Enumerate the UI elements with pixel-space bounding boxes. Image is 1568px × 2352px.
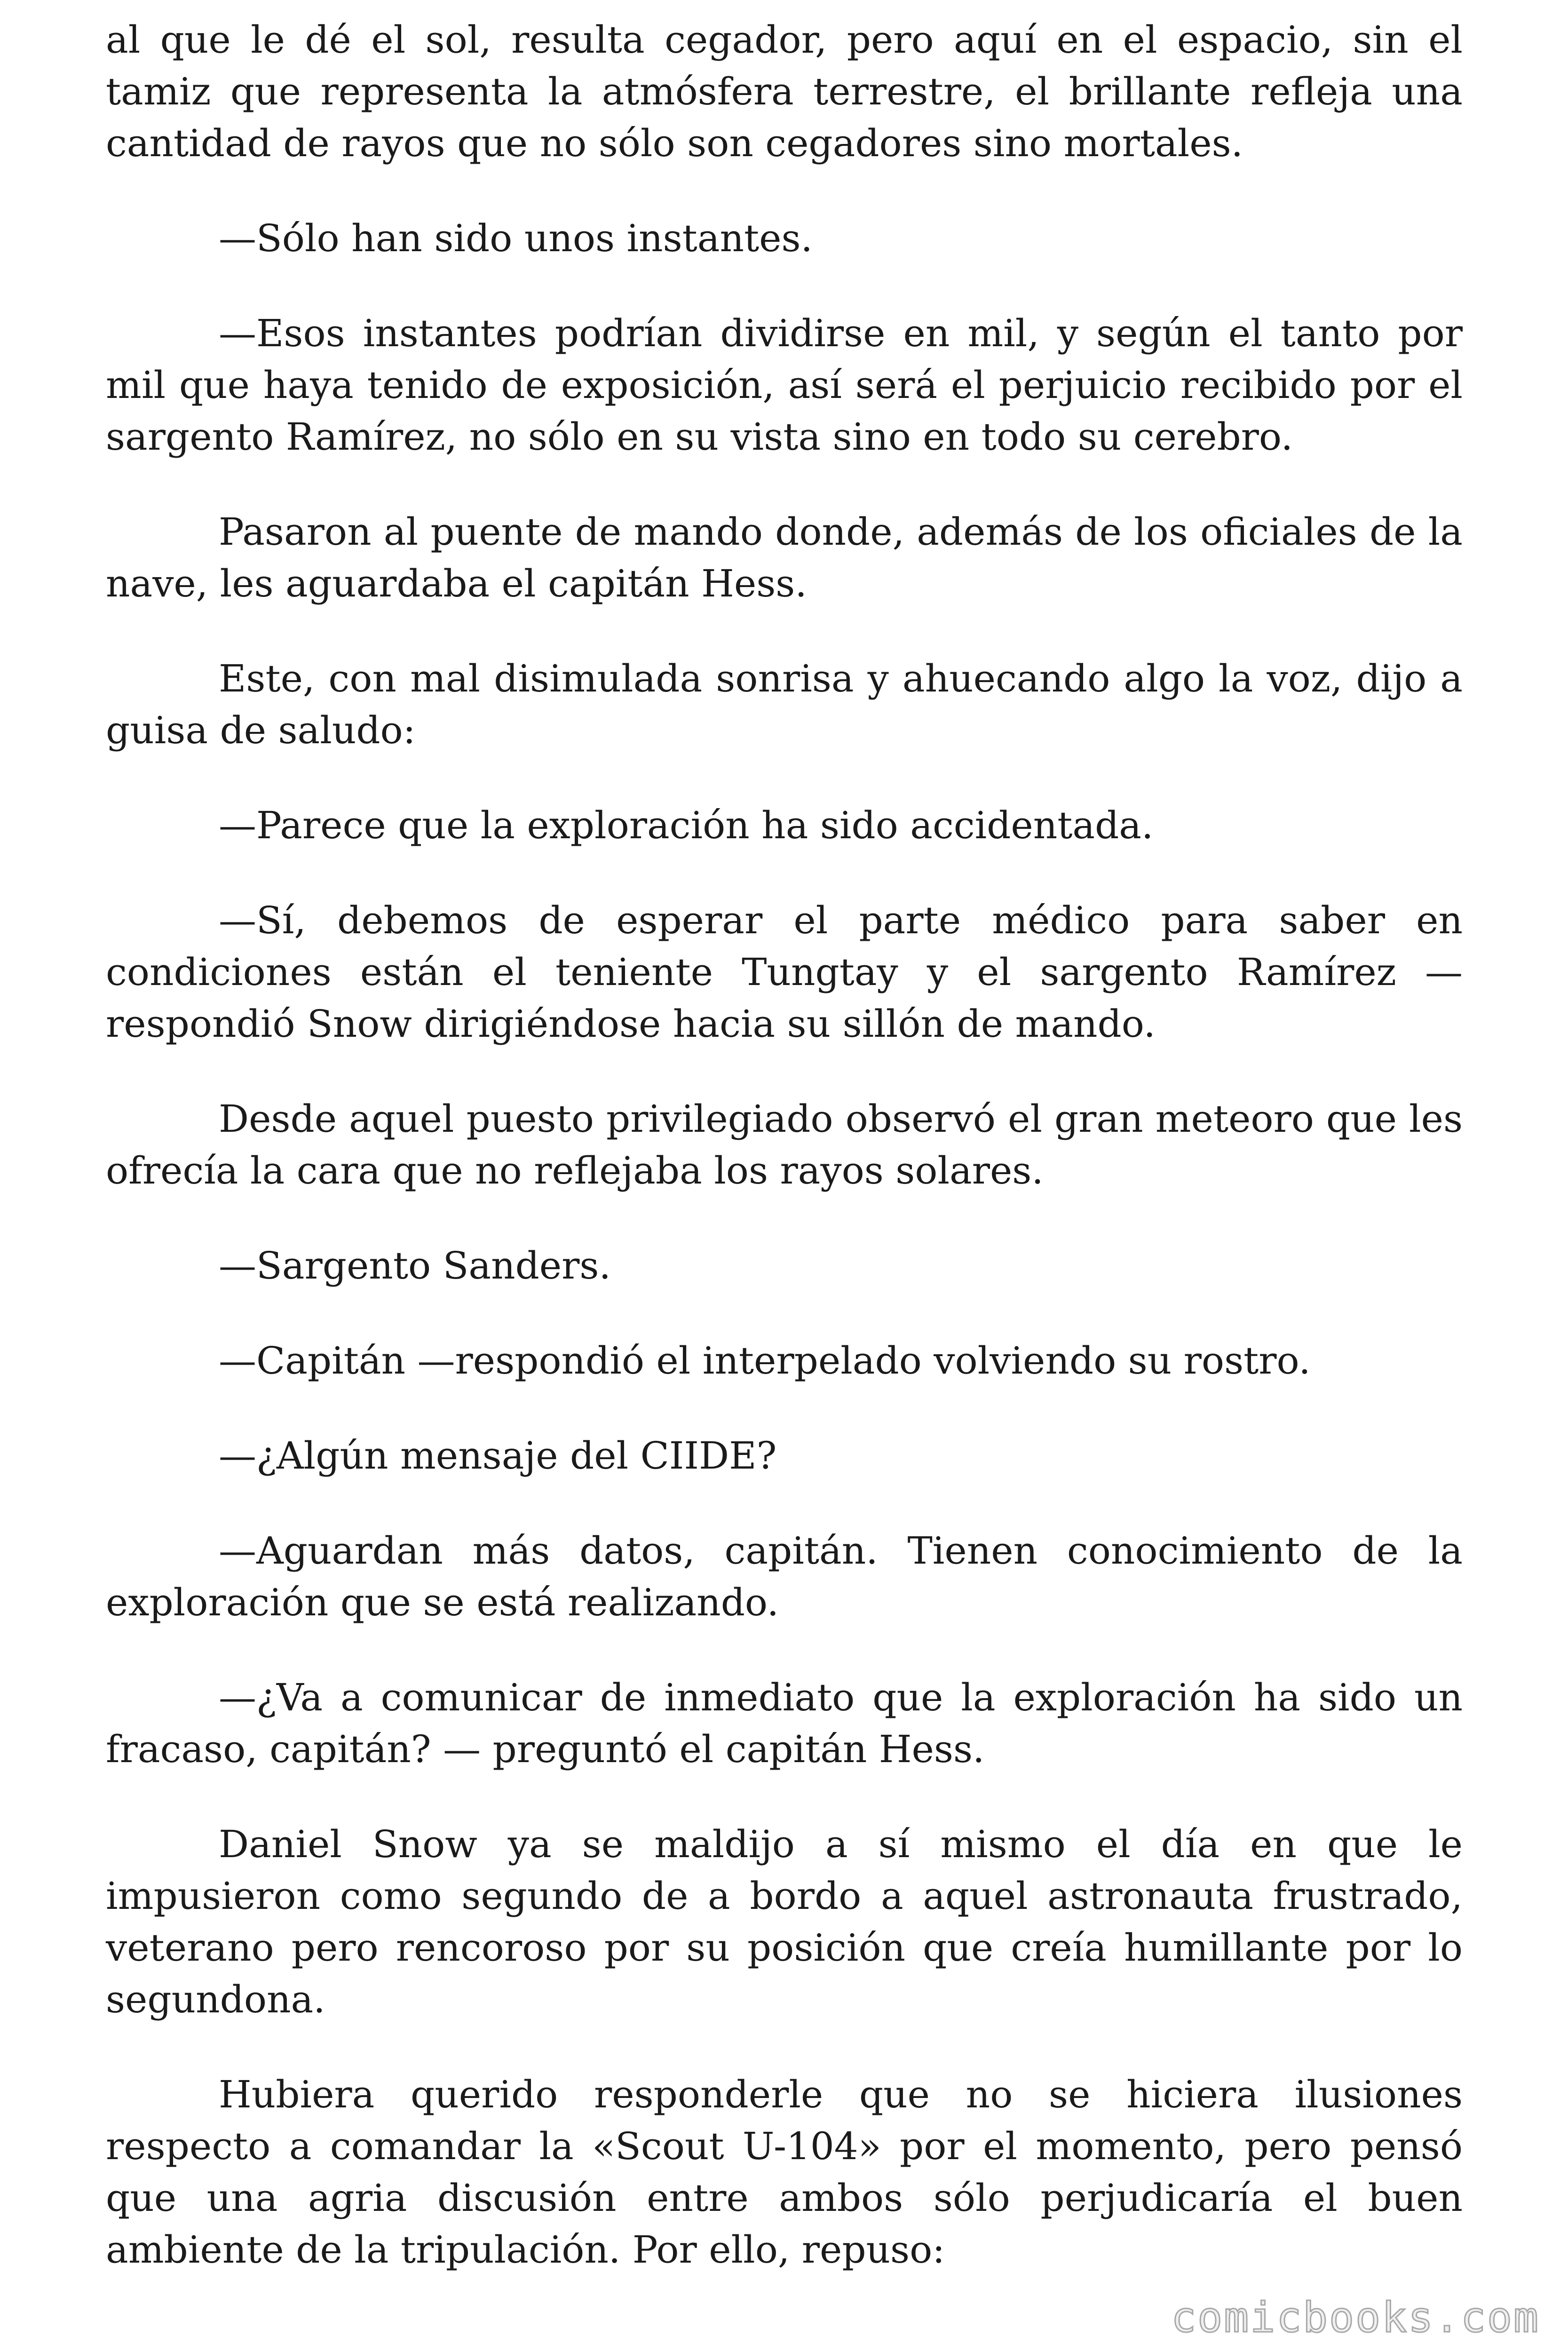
dialogue-paragraph: —Sólo han sido unos instantes. — [219, 216, 813, 260]
dialogue-paragraph: —Sí, debemos de esperar el parte médico para saber en condiciones están el teniente Tungtay y el sargento Ramírez — respondió Snow dirigiéndose hacia su sillón de mando. — [106, 898, 1463, 1046]
narrative-paragraph: Este, con mal disimulada sonrisa y ahuecando algo la voz, dijo a guisa de saludo: — [106, 657, 1463, 752]
dialogue-paragraph: —Sargento Sanders. — [219, 1244, 611, 1287]
narrative-paragraph: Desde aquel puesto privilegiado observó el gran meteoro que les ofrecía la cara que no reflejaba los rayos solares. — [106, 1097, 1463, 1192]
narrative-paragraph: Hubiera querido responderle que no se hiciera ilusiones respecto a comandar la «Scout U-104» por el momento, pero pensó que una agria discusión entre ambos sólo perjudicaría el buen ambiente de la tripulación. Por ello, repuso: — [106, 2073, 1463, 2272]
page-body-text — [106, 14, 1463, 2319]
dialogue-paragraph: —Esos instantes podrían dividirse en mil, y según el tanto por mil que haya tenido de exposición, así será el perjuicio recibido por el sargento Ramírez, no sólo en su vista sino en todo su cerebro. — [106, 311, 1463, 459]
narrative-paragraph: Daniel Snow ya se maldijo a sí mismo el día en que le impusieron como segundo de a bordo a aquel astronauta frustrado, veterano pero rencoroso por su posición que creía humillante por lo segundona. — [106, 1822, 1463, 2021]
dialogue-paragraph: —Capitán —respondió el interpelado volviendo su rostro. — [219, 1339, 1311, 1383]
dialogue-paragraph: —¿Va a comunicar de inmediato que la exploración ha sido un fracaso, capitán? — preguntó el capitán Hess. — [106, 1676, 1463, 1771]
dialogue-paragraph: —Aguardan más datos, capitán. Tienen conocimiento de la exploración que se está realizando. — [106, 1529, 1463, 1624]
dialogue-paragraph: —Parece que la exploración ha sido accidentada. — [219, 803, 1154, 847]
watermark-text: comicbooks.com — [1171, 2293, 1540, 2342]
narrative-paragraph: Pasaron al puente de mando donde, además de los oficiales de la nave, les aguardaba el capitán Hess. — [106, 510, 1463, 605]
paragraph-continued: al que le dé el sol, resulta cegador, pero aquí en el espacio, sin el tamiz que representa la atmósfera terrestre, el brillante refleja una cantidad de rayos que no sólo son cegadores sino mortales. — [106, 18, 1463, 165]
dialogue-paragraph: —¿Algún mensaje del CIIDE? — [219, 1434, 777, 1478]
